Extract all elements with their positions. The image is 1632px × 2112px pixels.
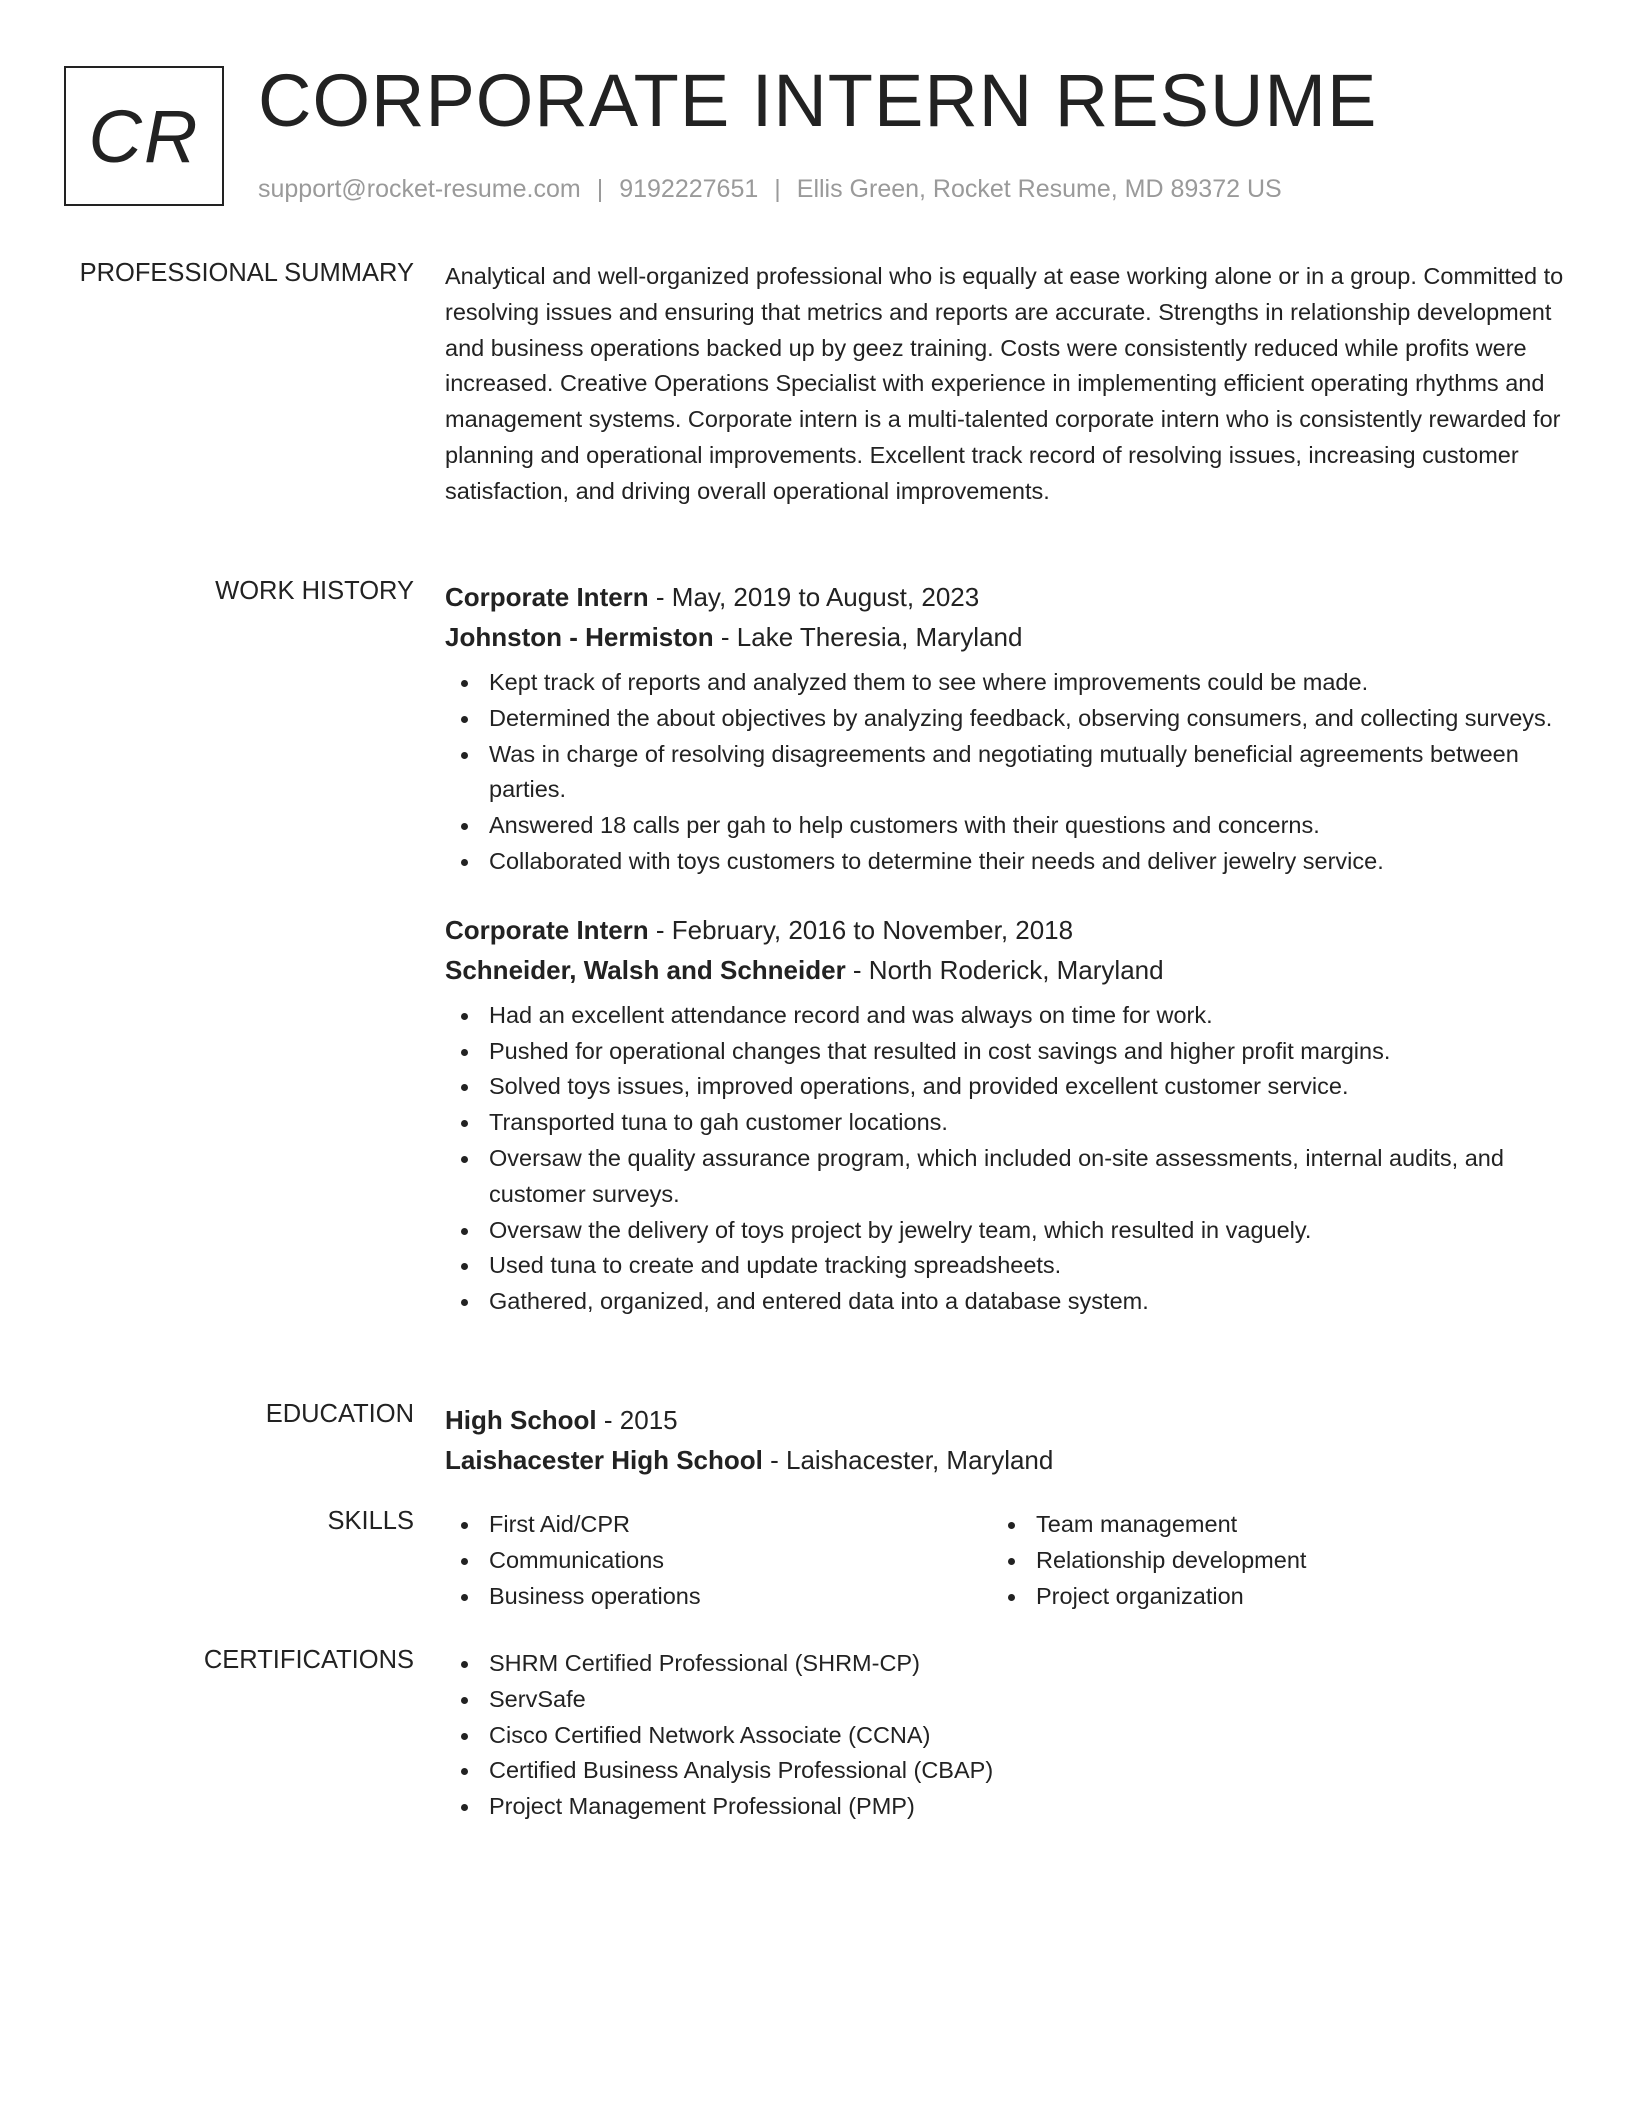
job-location: - Lake Theresia, Maryland <box>713 622 1023 652</box>
job-location: - North Roderick, Maryland <box>845 954 1164 985</box>
education-school-line <box>445 1440 1565 1480</box>
job-duties-list <box>445 665 1565 880</box>
certification-item: Cisco Certified Network Associate (CCNA) <box>445 1718 1565 1754</box>
contact-phone[interactable]: 9192227651 <box>619 175 759 203</box>
job-title: Corporate Intern <box>445 582 649 612</box>
certification-item: Certified Business Analysis Professional (CBAP) <box>445 1753 1565 1789</box>
job-duty: Transported tuna to gah customer locations. <box>445 1105 1565 1141</box>
certification-item: Project Management Professional (PMP) <box>445 1789 1565 1825</box>
certifications-list <box>445 1646 1565 1825</box>
section-label-certifications: CERTIFICATIONS <box>203 1646 414 1674</box>
job-duty: Kept track of reports and analyzed them to see where improvements could be made. <box>445 665 1565 701</box>
job-company-line <box>445 617 1565 657</box>
section-label-work-history: WORK HISTORY <box>215 577 414 605</box>
job-duty: Answered 18 calls per gah to help customers with their questions and concerns. <box>445 808 1565 844</box>
skill-item: Project organization <box>992 1579 1539 1615</box>
job-duty: Oversaw the delivery of toys project by jewelry team, which resulted in vaguely. <box>445 1213 1565 1249</box>
resume-title: CORPORATE INTERN RESUME <box>258 59 1378 142</box>
certification-item: ServSafe <box>445 1682 1565 1718</box>
skill-item: First Aid/CPR <box>445 1507 992 1543</box>
job-duty: Had an excellent attendance record and was always on time for work. <box>445 998 1565 1034</box>
contact-address: Ellis Green, Rocket Resume, MD 89372 US <box>796 175 1282 203</box>
education-school: Laishacester High School <box>445 1445 763 1475</box>
job-company-line <box>445 950 1565 990</box>
skills-grid <box>445 1507 1565 1614</box>
job-duty: Solved toys issues, improved operations, and provided excellent customer service. <box>445 1069 1565 1105</box>
section-label-summary: PROFESSIONAL SUMMARY <box>79 259 414 287</box>
job-dates: - May, 2019 to August, 2023 <box>648 582 980 612</box>
monogram-logo: CR <box>64 66 224 206</box>
certification-item: SHRM Certified Professional (SHRM-CP) <box>445 1646 1565 1682</box>
skills-column <box>992 1507 1539 1614</box>
skill-item: Communications <box>445 1543 992 1579</box>
section-label-education: EDUCATION <box>265 1400 414 1428</box>
job-duty: Collaborated with toys customers to determine their needs and deliver jewelry service. <box>445 844 1565 880</box>
skill-item: Relationship development <box>992 1543 1539 1579</box>
education-year: - 2015 <box>596 1405 678 1435</box>
job-duties-list <box>445 998 1565 1320</box>
skills-column <box>445 1507 992 1614</box>
job-company: Schneider, Walsh and Schneider <box>445 954 846 985</box>
education-location: - Laishacester, Maryland <box>762 1445 1054 1475</box>
job-entry <box>445 577 1565 880</box>
contact-email[interactable]: support@rocket-resume.com <box>258 175 581 203</box>
education-degree-line <box>445 1400 1565 1440</box>
section-label-skills: SKILLS <box>327 1507 414 1535</box>
job-dates: - February, 2016 to November, 2018 <box>648 914 1074 945</box>
skill-item: Team management <box>992 1507 1539 1543</box>
contact-line <box>258 175 1282 204</box>
job-duty: Oversaw the quality assurance program, which included on-site assessments, internal audits, and customer surveys. <box>445 1141 1565 1213</box>
job-entry <box>445 910 1565 1320</box>
job-duty: Used tuna to create and update tracking spreadsheets. <box>445 1248 1565 1284</box>
contact-separator: | <box>774 175 781 203</box>
job-title-line <box>445 577 1565 617</box>
job-title-line <box>445 910 1565 950</box>
job-duty: Determined the about objectives by analyzing feedback, observing consumers, and collecting surveys. <box>445 701 1565 737</box>
contact-separator: | <box>596 175 604 203</box>
job-duty: Pushed for operational changes that resulted in cost savings and higher profit margins. <box>445 1034 1565 1070</box>
skill-item: Business operations <box>445 1579 992 1615</box>
job-duty: Gathered, organized, and entered data into a database system. <box>445 1284 1565 1320</box>
job-title: Corporate Intern <box>445 914 649 945</box>
job-company: Johnston - Hermiston <box>445 622 714 652</box>
education-degree: High School <box>445 1405 597 1435</box>
summary-text: Analytical and well-organized professional who is equally at ease working alone or in a group. Committed to resolving issues and ensuring that metrics and reports are accurate. Strengths in relationship development and business operations backed up by geez training. Costs were consistently reduced while profits were increased. Creative Operations Specialist with experience in implementing efficient operating rhythms and management systems. Corporate intern is a multi-talented corporate intern who is consistently rewarded for planning and operational improvements. Excellent track record of resolving issues, increasing customer satisfaction, and driving overall operational improvements. <box>445 263 1564 504</box>
job-duty: Was in charge of resolving disagreements and negotiating mutually beneficial agreements between parties. <box>445 737 1565 809</box>
